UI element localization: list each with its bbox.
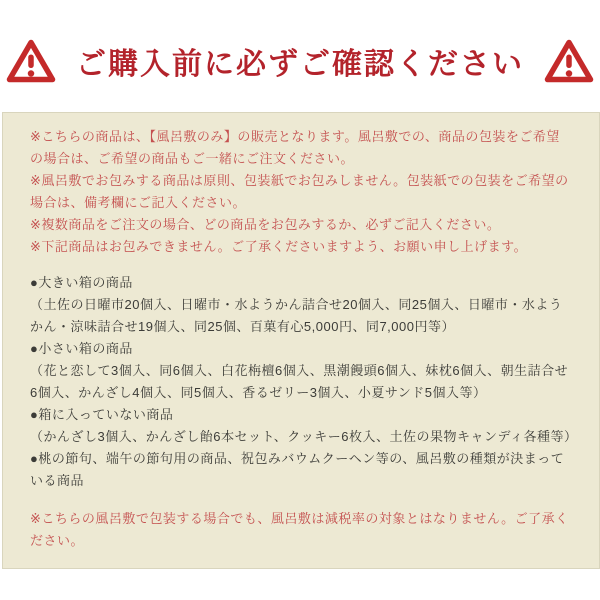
section-detail-no-box: （かんざし3個入、かんざし飴6本セット、クッキー6枚入、土佐の果物キャンディ各種等） xyxy=(30,429,578,444)
section-detail-small-box: （花と恋して3個入、同6個入、白花栴檀6個入、黒潮饅頭6個入、妹枕6個入、朝生詰合せ6個入、かんざし4個入、同5個入、香るゼリー3個入、小夏サンド5個入等） xyxy=(30,363,569,400)
note-no-wrapping-paper: ※風呂敷でお包みする商品は原則、包装紙でお包みしません。包装紙での包装をご希望の場合は、備考欄にご記入ください。 xyxy=(30,173,569,210)
notice-panel xyxy=(2,112,600,569)
general-notes xyxy=(30,126,572,258)
note-tax-rate: ※こちらの風呂敷で包装する場合でも、風呂敷は減税率の対象とはなりません。ご了承ください。 xyxy=(30,511,569,548)
section-heading-fixed-furoshiki: ●桃の節句、端午の節句用の商品、祝包みバウムクーヘン等の、風呂敷の種類が決まっている商品 xyxy=(30,451,565,488)
section-heading-no-box: ●箱に入っていない商品 xyxy=(30,407,174,422)
section-heading-small-box: ●小さい箱の商品 xyxy=(30,341,133,356)
product-list xyxy=(30,272,578,492)
note-multiple-items: ※複数商品をご注文の場合、どの商品をお包みするか、必ずご記入ください。 xyxy=(30,217,501,232)
section-heading-large-box: ●大きい箱の商品 xyxy=(30,275,133,290)
note-furoshiki-only: ※こちらの商品は、【風呂敷のみ】の販売となります。風呂敷での、商品の包装をご希望の場合は、ご希望の商品もご一緒にご注文ください。 xyxy=(30,129,560,166)
page-title: ご購入前に必ずご確認ください xyxy=(76,48,524,81)
warning-triangle-icon xyxy=(6,38,56,84)
section-detail-large-box: （土佐の日曜市20個入、日曜市・水ようかん詰合せ20個入、同25個入、日曜市・水ようかん・涼味詰合せ19個入、同25個、百菓有心5,000円、同7,000円等） xyxy=(30,297,563,334)
warning-triangle-icon xyxy=(544,38,594,84)
notice-header xyxy=(0,0,600,112)
tax-notes xyxy=(30,508,572,552)
note-excluded-items: ※下記商品はお包みできません。ご了承くださいますよう、お願い申し上げます。 xyxy=(30,239,528,254)
